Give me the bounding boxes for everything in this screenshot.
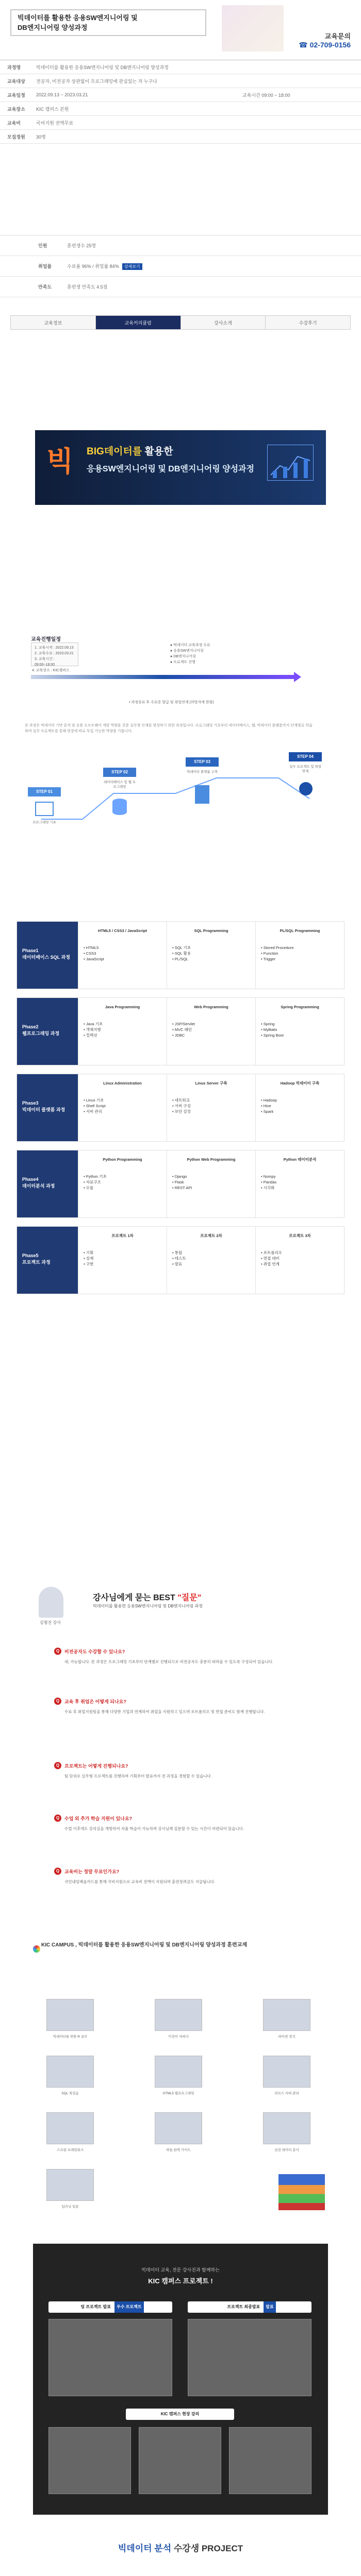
course-cell: PL/SQL Programming • Stored Procedure • Function • Trigger (255, 922, 344, 989)
info-row: 교육일정 2022.09.13 ~ 2023.03.21 교육시간 09:00 ~ 18:00 (0, 88, 361, 102)
course-cell: SQL Programming • SQL 기초 • SQL 활용 • PL/SQL (167, 922, 255, 989)
question-icon: Q (54, 1698, 61, 1705)
facility-caption: 리눅스 서버 관리 (274, 2092, 299, 2095)
tab-curriculum[interactable]: 교육커리큘럼 (96, 316, 181, 329)
phase-label: Phase4 데이터분석 과정 (17, 1150, 78, 1217)
course-cell: Hadoop 빅데이터 구축 • Hadoop • Hive • Spark (255, 1074, 344, 1141)
course-cell: Linux Administration • Linux 기초 • Shell Script • 서버 관리 (78, 1074, 167, 1141)
chart-icon (267, 445, 314, 481)
search-icon (299, 782, 313, 795)
facility-caption: 스프링 프레임워크 (56, 2148, 84, 2152)
kic-logo-icon (33, 1945, 40, 1953)
facility-image (263, 2056, 310, 2088)
showcase-subtitle: 빅데이터 교육, 전문 강사진과 함께하는 (141, 2267, 220, 2273)
tab-info[interactable]: 교육정보 (11, 316, 96, 329)
book-stack-image (278, 2174, 325, 2210)
facility-image (46, 2169, 94, 2201)
course-description: 본 과정은 빅데이터 기반 분석 및 응용 소프트웨어 개발 역량을 갖춘 실무형 인재를 양성하기 위한 과정입니다. 프로그래밍 기초부터 데이터베이스, 웹, 빅데이터 플랫폼까지 단계별로 학습하며 실무 프로젝트를 통해 현장에 바로 투입 가능한 역량을 기릅니다. (25, 724, 313, 733)
course-cell: Python Web Programming • Django • Flask • REST API (167, 1150, 255, 1217)
info-row: 교육장소 KIC 캠퍼스 본원 (0, 102, 361, 116)
info-row: 교육비 국비지원 전액무료 (0, 116, 361, 130)
course-cell: 프로젝트 1차 • 기획 • 설계 • 구현 (78, 1227, 167, 1294)
facility-image (263, 1999, 310, 2031)
facility-image (46, 2056, 94, 2088)
phase-label: Phase2 웹프로그래밍 과정 (17, 998, 78, 1065)
timeline-note: • 과정종료 후 수료증 발급 및 취업연계 (희망자에 한함) (129, 701, 214, 704)
showcase-label-1: 팀 프로젝트 발표 우수 프로젝트 (48, 2301, 172, 2313)
server-icon (195, 785, 209, 804)
course-row (17, 1150, 344, 1218)
qa-item: Q 프로젝트는 어떻게 진행되나요? 팀 단위로 실무형 프로젝트를 진행하며 기획부터 발표까지 전 과정을 경험할 수 있습니다. (54, 1762, 322, 1780)
timeline-arrow (31, 675, 294, 679)
page-title: 빅데이터를 활용한 응용SW엔지니어링 및 DB엔지니어링 양성과정 (10, 9, 206, 36)
facility-image (155, 2112, 202, 2144)
best-question-title: 강사님에게 묻는 BEST "질문" (93, 1594, 202, 1602)
course-banner (35, 430, 326, 505)
facility-caption: 이것이 자바다 (168, 2035, 189, 2039)
showcase-photo (48, 2319, 172, 2396)
qa-item: Q 교육비는 정말 무료인가요? 국민내일배움카드를 통해 국비지원으로 교육비 전액이 지원되며 훈련장려금도 지급됩니다. (54, 1868, 322, 1885)
showcase-label-3: KIC 캠퍼스 현장 강의 (126, 2409, 234, 2420)
step-4: STEP 04 실무 프로젝트 및 취업연계 (289, 752, 322, 774)
showcase-photo (229, 2427, 311, 2494)
showcase-photo (188, 2319, 311, 2396)
question-icon: Q (54, 1868, 61, 1875)
showcase-title: KIC 캠퍼스 프로젝트 ! (148, 2277, 213, 2285)
timeline-right: ● 빅데이터 교육과정 수료 ● 응용SW엔지니어링 ● DB엔지니어링 ● 프로젝트 진행 (170, 643, 210, 664)
course-cell: Python 데이터분석 • Numpy • Pandas • 시각화 (255, 1150, 344, 1217)
phase-label: Phase1 데이터베이스 SQL 과정 (17, 922, 78, 989)
step-3: STEP 03 빅데이터 플랫폼 구축 (186, 757, 219, 774)
showcase-photo (139, 2427, 221, 2494)
steps-connector (21, 757, 340, 881)
course-cell: Java Programming • Java 기초 • 객체지향 • 컬렉션 (78, 998, 167, 1065)
project-showcase (33, 2244, 328, 2515)
info-row: 교육대상 전공자, 비전공자 상관없이 프로그래밍에 관심있는 자 누구나 (0, 74, 361, 88)
course-row (17, 997, 344, 1065)
course-cell: Spring Programming • Spring • MyBatis • Spring Boot (255, 998, 344, 1065)
tab-review[interactable]: 수강후기 (266, 316, 350, 329)
timeline-title: 교육진행일정 (31, 637, 61, 642)
teacher-photo (39, 1587, 63, 1618)
facility-image (155, 1999, 202, 2031)
course-row (17, 921, 344, 989)
banner-big-letter: 빅 (46, 446, 74, 477)
course-cell: 프로젝트 2차 • 통합 • 테스트 • 발표 (167, 1227, 255, 1294)
info-row: 모집정원 30명 (0, 130, 361, 144)
facility-caption: 하둡 완벽 가이드 (166, 2148, 191, 2152)
rate-row: 취업률 수료율 96% / 취업률 84% 상세보기 (0, 256, 361, 277)
step-1: STEP 01 프로그래밍 기초 (28, 787, 61, 825)
detail-button[interactable]: 상세보기 (122, 263, 142, 270)
contact-label: 교육문의 (324, 32, 351, 40)
question-icon: Q (54, 1815, 61, 1822)
contact-box[interactable] (278, 31, 351, 52)
step-2: STEP 02 데이터베이스 및 웹 프로그래밍 (103, 768, 136, 789)
info-row: 과정명 빅데이터를 활용한 응용SW엔지니어링 및 DB엔지니어링 양성과정 (0, 60, 361, 74)
qa-item: Q 교육 후 취업은 어떻게 되나요? 수료 후 취업지원팀을 통해 다양한 기업과 연계하여 취업을 지원하고 있으며 포트폴리오 및 면접 준비도 함께 진행합니다. (54, 1698, 322, 1715)
timeline-left-item: 4. 교육장소 : KIC캠퍼스 (32, 669, 70, 672)
rate-row: 만족도 훈련생 만족도 4.5점 (0, 277, 361, 297)
facility-caption: SQL 첫걸음 (61, 2092, 79, 2095)
course-row (17, 1226, 344, 1294)
course-cell: HTML5 / CSS3 / JavaScript • HTML5 • CSS3 • JavaScript (78, 922, 167, 989)
course-cell: Python Programming • Python 기초 • 자료구조 • 모듈 (78, 1150, 167, 1217)
showcase-label-2: 프로젝트 최종발표 발표 (188, 2301, 311, 2313)
facility-image (46, 2112, 94, 2144)
header (0, 0, 361, 60)
facility-caption: 빅데이터를 위한 R 실무 (53, 2035, 88, 2039)
kic-section-title: KIC CAMPUS , 빅데이터를 활용한 응용SW엔지니어링 및 DB엔지니어링 양성과정 훈련교재 (41, 1942, 248, 1948)
phase-label: Phase5 프로젝트 과정 (17, 1227, 78, 1294)
facility-image (46, 1999, 94, 2031)
tab-bar (10, 315, 351, 330)
course-cell: Web Programming • JSP/Servlet • MVC 패턴 • JDBC (167, 998, 255, 1065)
best-question-subtitle: 빅데이터를 활용한 응용SW엔지니어링 및 DB엔지니어링 과정 (93, 1604, 203, 1608)
facility-caption: 파이썬 정석 (278, 2035, 296, 2039)
rate-row: 인원 훈련생수 25명 (0, 235, 361, 256)
facility-image (155, 2056, 202, 2088)
facility-caption: 딥러닝 입문 (61, 2205, 79, 2209)
qa-item: Q 수업 외 추가 학습 지원이 있나요? 수업 이후에도 강의실을 개방하여 자율 학습이 가능하며 강사님께 질문할 수 있는 시간이 마련되어 있습니다. (54, 1815, 322, 1832)
projects-title: 빅데이터 분석 수강생 PROJECT (118, 2544, 243, 2553)
teacher-name: 김형진 강사 (40, 1620, 61, 1625)
phase-label: Phase3 빅데이터 플랫폼 과정 (17, 1074, 78, 1141)
banner-line1: BIG데이터를 활용한 (87, 446, 173, 457)
monitor-icon (35, 802, 54, 816)
banner-line2: 응용SW엔지니어링 및 DB엔지니어링 양성과정 (87, 465, 254, 473)
course-row (17, 1074, 344, 1142)
facility-caption: HTML5 웹프로그래밍 (162, 2092, 194, 2095)
curriculum-grid (17, 921, 344, 1302)
database-icon (112, 799, 127, 815)
facility-image (263, 2112, 310, 2144)
rate-table (0, 235, 361, 297)
course-cell: 프로젝트 3차 • 포트폴리오 • 면접 대비 • 취업 연계 (255, 1227, 344, 1294)
course-cell: Linux Server 구축 • 네트워크 • 서버 구성 • 보안 설정 (167, 1074, 255, 1141)
qa-item: Q 비전공자도 수강할 수 있나요? 네, 가능합니다. 본 과정은 프로그래밍 기초부터 단계별로 진행되므로 비전공자도 충분히 따라올 수 있도록 구성되어 있습니다. (54, 1648, 322, 1665)
question-icon: Q (54, 1648, 61, 1655)
question-icon: Q (54, 1762, 61, 1769)
showcase-photo (48, 2427, 131, 2494)
phone-icon: ☎ (299, 41, 310, 49)
timeline-left: 1. 교육시작 : 2022.09.13 2. 교육수료 : 2023.03.21 3. 교육시간 : 09:00~18:00 (31, 642, 78, 666)
teacher-header (39, 1587, 322, 1625)
tab-teacher[interactable]: 강사소개 (181, 316, 266, 329)
contact-phone: ☎ 02-709-0156 (299, 41, 351, 49)
header-image (222, 5, 284, 52)
steps-diagram (21, 754, 340, 881)
course-info-table (0, 60, 361, 144)
facility-caption: 실전 데이터 분석 (274, 2148, 299, 2152)
